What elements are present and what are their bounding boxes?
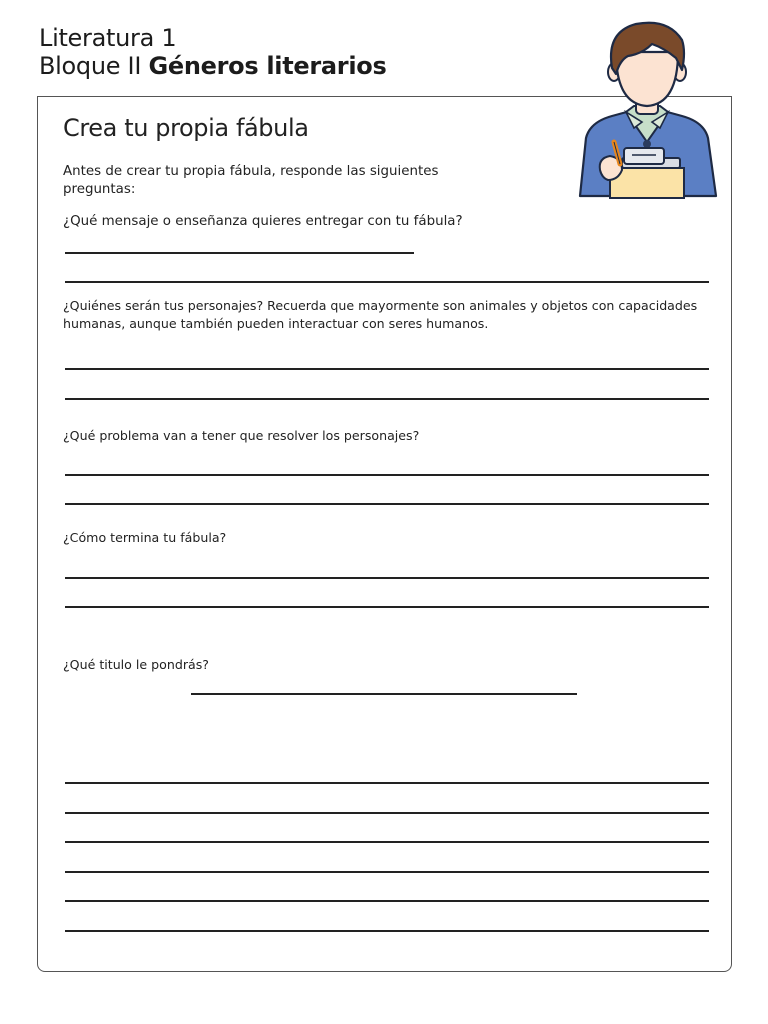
answer-line[interactable] (65, 606, 709, 608)
student-writing-icon (572, 18, 722, 200)
header-block-topic: Géneros literarios (148, 52, 387, 80)
answer-line[interactable] (65, 281, 709, 283)
question-title: ¿Qué titulo le pondrás? (63, 657, 209, 672)
title-answer-line[interactable] (191, 693, 577, 695)
question-characters: ¿Quiénes serán tus personajes? Recuerda que mayormente son animales y objetos con capacidades humanas, aunque también pueden interactuar con seres humanos. (63, 298, 698, 331)
writing-line[interactable] (65, 812, 709, 814)
header-title: Literatura 1 (39, 24, 177, 52)
answer-line[interactable] (65, 252, 414, 254)
writing-line[interactable] (65, 900, 709, 902)
answer-line[interactable] (65, 368, 709, 370)
header-subtitle (39, 52, 386, 80)
answer-line[interactable] (65, 398, 709, 400)
answer-line[interactable] (65, 503, 709, 505)
worksheet-intro: Antes de crear tu propia fábula, responde las siguientes preguntas: (63, 164, 439, 197)
writing-line[interactable] (65, 841, 709, 843)
question-message: ¿Qué mensaje o enseñanza quieres entregar con tu fábula? (63, 214, 463, 229)
answer-line[interactable] (65, 577, 709, 579)
question-problem: ¿Qué problema van a tener que resolver los personajes? (63, 428, 420, 443)
writing-line[interactable] (65, 871, 709, 873)
question-ending: ¿Cómo termina tu fábula? (63, 530, 227, 545)
writing-line[interactable] (65, 930, 709, 932)
writing-line[interactable] (65, 782, 709, 784)
answer-line[interactable] (65, 474, 709, 476)
worksheet-title: Crea tu propia fábula (63, 114, 309, 142)
header-block-label: Bloque II (39, 52, 149, 80)
